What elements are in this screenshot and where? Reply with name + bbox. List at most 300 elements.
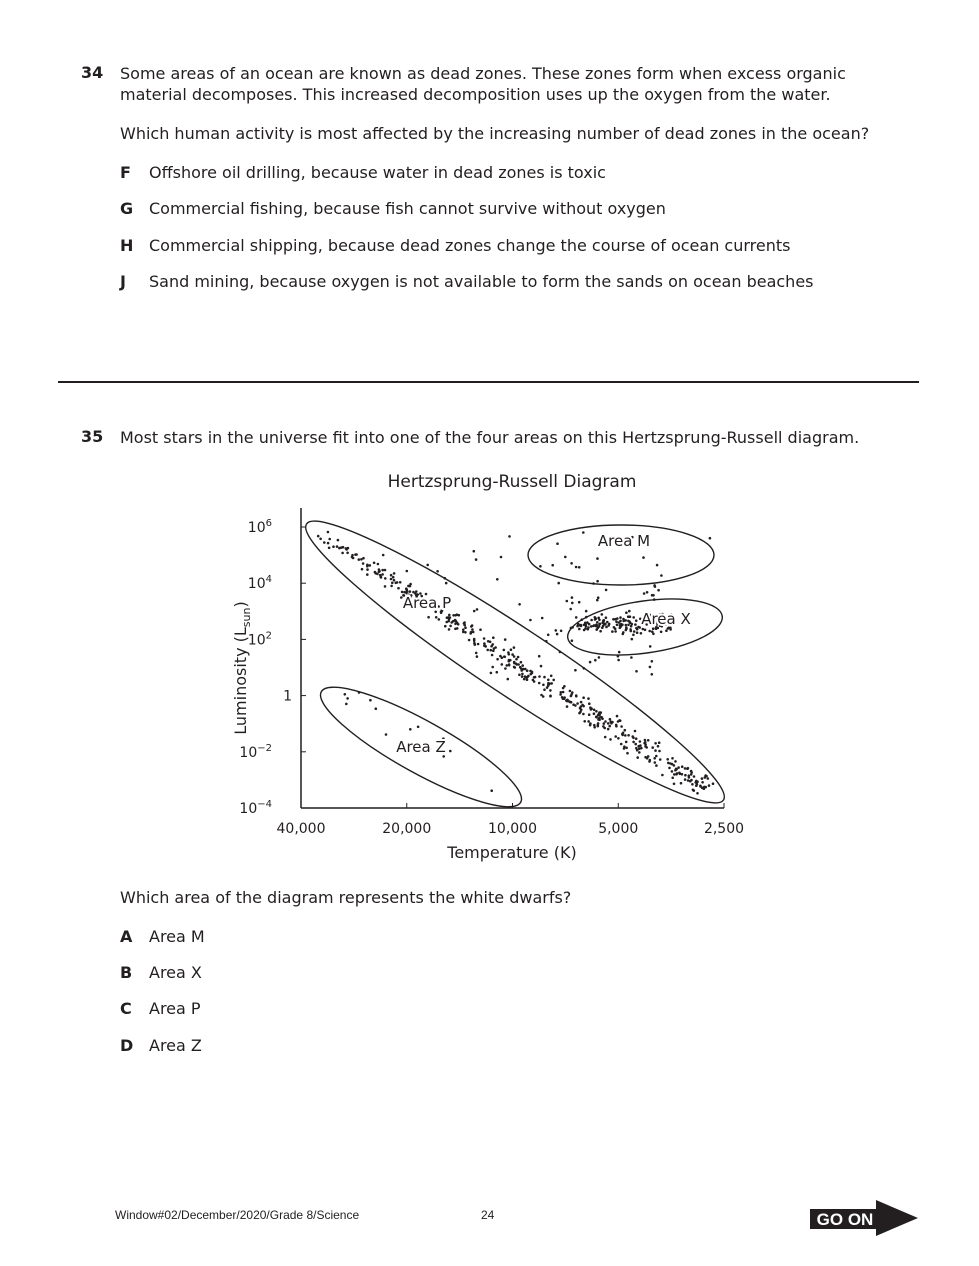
go-on-arrow[interactable] bbox=[808, 1198, 920, 1238]
x-tick-label: 10,000 bbox=[488, 821, 537, 837]
star-point bbox=[571, 602, 574, 605]
star-point bbox=[327, 542, 330, 545]
star-point bbox=[337, 539, 340, 542]
star-point bbox=[496, 658, 499, 661]
star-point bbox=[382, 554, 385, 557]
star-point bbox=[688, 776, 691, 779]
star-point bbox=[563, 697, 566, 700]
star-point bbox=[596, 580, 599, 583]
star-point bbox=[625, 624, 628, 627]
star-point bbox=[673, 783, 676, 786]
star-point bbox=[345, 703, 348, 706]
star-point bbox=[596, 557, 599, 560]
answer-option-a[interactable] bbox=[120, 927, 205, 946]
star-point bbox=[608, 725, 611, 728]
star-point bbox=[483, 642, 486, 645]
star-point bbox=[635, 737, 638, 740]
hr-diagram-chart bbox=[0, 460, 979, 870]
star-point bbox=[666, 758, 669, 761]
star-point bbox=[667, 762, 670, 765]
star-point bbox=[616, 715, 619, 718]
star-point bbox=[557, 582, 560, 585]
star-point bbox=[655, 755, 658, 758]
star-point bbox=[406, 589, 409, 592]
star-point bbox=[617, 659, 620, 662]
star-point bbox=[684, 778, 687, 781]
star-point bbox=[492, 636, 495, 639]
star-point bbox=[476, 655, 479, 658]
star-point bbox=[543, 676, 546, 679]
star-point bbox=[632, 634, 635, 637]
star-point bbox=[578, 566, 581, 569]
option-text: Sand mining, because oxygen is not available to form the sands on ocean beaches bbox=[149, 272, 814, 291]
answer-option-f[interactable] bbox=[120, 163, 606, 182]
option-letter: J bbox=[120, 272, 126, 291]
star-point bbox=[638, 751, 641, 754]
star-point bbox=[636, 756, 639, 759]
star-point bbox=[692, 789, 695, 792]
star-point bbox=[597, 722, 600, 725]
star-point bbox=[633, 630, 636, 633]
star-point bbox=[344, 693, 347, 696]
star-point bbox=[486, 649, 489, 652]
option-text: Area Z bbox=[149, 1036, 202, 1055]
star-point bbox=[521, 664, 524, 667]
star-point bbox=[568, 700, 571, 703]
star-point bbox=[601, 626, 604, 629]
option-text: Offshore oil drilling, because water in dead zones is toxic bbox=[149, 163, 606, 182]
star-point bbox=[671, 757, 674, 760]
star-point bbox=[539, 565, 542, 568]
star-point bbox=[617, 737, 620, 740]
star-point bbox=[648, 630, 651, 633]
star-point bbox=[501, 663, 504, 666]
star-point bbox=[644, 745, 647, 748]
star-point bbox=[449, 750, 452, 753]
star-point bbox=[653, 757, 656, 760]
star-point bbox=[594, 618, 597, 621]
star-point bbox=[624, 729, 627, 732]
star-point bbox=[658, 750, 661, 753]
star-point bbox=[624, 734, 627, 737]
star-point bbox=[661, 774, 664, 777]
star-point bbox=[707, 777, 710, 780]
star-point bbox=[491, 666, 494, 669]
star-point bbox=[374, 572, 377, 575]
star-point bbox=[582, 696, 585, 699]
star-point bbox=[463, 621, 466, 624]
star-point bbox=[449, 616, 452, 619]
star-point bbox=[520, 661, 523, 664]
star-point bbox=[580, 708, 583, 711]
star-point bbox=[610, 722, 613, 725]
star-point bbox=[598, 714, 601, 717]
star-point bbox=[654, 749, 657, 752]
star-point bbox=[555, 629, 558, 632]
star-point bbox=[571, 596, 574, 599]
star-point bbox=[640, 747, 643, 750]
star-point bbox=[352, 557, 355, 560]
star-point bbox=[361, 568, 364, 571]
star-point bbox=[601, 717, 604, 720]
star-point bbox=[604, 736, 607, 739]
star-point bbox=[618, 719, 621, 722]
x-tick-label: 5,000 bbox=[598, 821, 639, 837]
star-point bbox=[504, 667, 507, 670]
star-point bbox=[635, 619, 638, 622]
star-point bbox=[690, 770, 693, 773]
star-point bbox=[618, 651, 621, 654]
star-point bbox=[687, 767, 690, 770]
star-point bbox=[607, 624, 610, 627]
star-point bbox=[625, 741, 628, 744]
star-point bbox=[570, 562, 573, 565]
star-point bbox=[412, 591, 415, 594]
star-point bbox=[358, 558, 361, 561]
star-point bbox=[630, 630, 633, 633]
star-point bbox=[658, 741, 661, 744]
star-point bbox=[475, 652, 478, 655]
star-point bbox=[479, 628, 482, 631]
star-point bbox=[472, 631, 475, 634]
star-point bbox=[593, 712, 596, 715]
star-point bbox=[346, 552, 349, 555]
star-point bbox=[527, 675, 530, 678]
x-tick-label: 20,000 bbox=[382, 821, 432, 837]
star-point bbox=[336, 545, 339, 548]
star-point bbox=[626, 752, 629, 755]
star-point bbox=[605, 616, 608, 619]
star-point bbox=[684, 767, 687, 770]
star-point bbox=[523, 678, 526, 681]
star-point bbox=[515, 658, 518, 661]
star-point bbox=[687, 779, 690, 782]
star-point bbox=[584, 622, 587, 625]
star-point bbox=[549, 695, 552, 698]
star-point bbox=[601, 613, 604, 616]
star-point bbox=[468, 639, 471, 642]
star-point bbox=[454, 628, 457, 631]
star-point bbox=[477, 643, 480, 646]
star-point bbox=[622, 618, 625, 621]
star-point bbox=[601, 622, 604, 625]
y-axis-label bbox=[231, 601, 253, 734]
answer-option-h[interactable] bbox=[120, 236, 790, 255]
star-point bbox=[701, 781, 704, 784]
star-point bbox=[551, 564, 554, 567]
star-point bbox=[607, 722, 610, 725]
go-on-label: GO ON bbox=[816, 1210, 874, 1229]
star-point bbox=[514, 666, 517, 669]
star-point bbox=[556, 542, 559, 545]
answer-option-b[interactable] bbox=[120, 963, 202, 982]
star-point bbox=[563, 685, 566, 688]
option-text: Area M bbox=[149, 927, 205, 946]
star-point bbox=[590, 619, 593, 622]
star-point bbox=[529, 619, 532, 622]
star-point bbox=[341, 552, 344, 555]
star-point bbox=[490, 672, 493, 675]
star-point bbox=[462, 628, 465, 631]
star-point bbox=[690, 779, 693, 782]
star-point bbox=[696, 792, 699, 795]
star-point bbox=[654, 585, 657, 588]
section-divider bbox=[58, 381, 919, 383]
star-point bbox=[704, 774, 707, 777]
star-point bbox=[530, 673, 533, 676]
star-point bbox=[517, 656, 520, 659]
answer-option-g[interactable] bbox=[120, 199, 666, 218]
star-point bbox=[628, 610, 631, 613]
star-point bbox=[552, 679, 555, 682]
y-axis-label-sub: sun bbox=[240, 607, 253, 628]
y-tick-label: $10^{-2}$ bbox=[239, 742, 272, 761]
star-point bbox=[385, 733, 388, 736]
star-point bbox=[366, 565, 369, 568]
question-35-prompt: Which area of the diagram represents the white dwarfs? bbox=[120, 888, 572, 907]
star-point bbox=[506, 664, 509, 667]
star-point bbox=[522, 668, 525, 671]
question-35-stem: Most stars in the universe fit into one of the four areas on this Hertzsprung-Russell diagram. bbox=[120, 428, 860, 447]
star-point bbox=[636, 628, 639, 631]
star-point bbox=[621, 733, 624, 736]
star-point bbox=[566, 600, 569, 603]
star-point bbox=[590, 708, 593, 711]
star-point bbox=[674, 769, 677, 772]
chart-axes bbox=[301, 508, 724, 808]
star-point bbox=[589, 661, 592, 664]
star-point bbox=[578, 628, 581, 631]
star-point bbox=[619, 627, 622, 630]
star-point bbox=[655, 764, 658, 767]
star-point bbox=[578, 601, 581, 604]
star-point bbox=[646, 591, 649, 594]
star-point bbox=[635, 747, 638, 750]
star-point bbox=[587, 720, 590, 723]
star-point bbox=[513, 646, 516, 649]
star-point bbox=[636, 631, 639, 634]
y-tick-exponent: 6 bbox=[265, 518, 272, 529]
star-point bbox=[449, 625, 452, 628]
star-point bbox=[587, 697, 590, 700]
star-point bbox=[593, 709, 596, 712]
star-point bbox=[526, 678, 529, 681]
star-point bbox=[582, 713, 585, 716]
region-label: Area X bbox=[641, 610, 691, 628]
arrow-icon bbox=[876, 1200, 918, 1236]
star-point bbox=[547, 634, 550, 637]
star-point bbox=[445, 582, 448, 585]
star-point bbox=[575, 695, 578, 698]
star-point bbox=[643, 592, 646, 595]
star-point bbox=[384, 577, 387, 580]
star-point bbox=[510, 648, 513, 651]
y-axis-label-main: Luminosity (L bbox=[231, 627, 250, 735]
star-point bbox=[572, 703, 575, 706]
star-point bbox=[518, 674, 521, 677]
star-point bbox=[613, 626, 616, 629]
question-34-stem-line1: Some areas of an ocean are known as dead zones. These zones form when excess organic bbox=[120, 64, 846, 83]
star-point bbox=[392, 576, 395, 579]
star-point bbox=[436, 570, 439, 573]
answer-option-j[interactable] bbox=[120, 272, 814, 291]
star-point bbox=[332, 545, 335, 548]
star-point bbox=[677, 766, 680, 769]
star-point bbox=[657, 745, 660, 748]
star-point bbox=[474, 643, 477, 646]
option-letter: C bbox=[120, 999, 132, 1018]
question-34-prompt: Which human activity is most affected by the increasing number of dead zones in the ocean? bbox=[120, 124, 870, 143]
star-point bbox=[578, 712, 581, 715]
star-point bbox=[519, 666, 522, 669]
star-point bbox=[547, 684, 550, 687]
star-point bbox=[649, 666, 652, 669]
star-point bbox=[406, 570, 409, 573]
star-point bbox=[605, 626, 608, 629]
star-point bbox=[596, 621, 599, 624]
star-point bbox=[473, 550, 476, 553]
star-point bbox=[652, 633, 655, 636]
answer-option-c[interactable] bbox=[120, 999, 201, 1018]
star-point bbox=[393, 572, 396, 575]
star-point bbox=[654, 742, 657, 745]
star-point bbox=[508, 660, 511, 663]
star-point bbox=[609, 718, 612, 721]
star-point bbox=[533, 680, 536, 683]
star-point bbox=[582, 705, 585, 708]
y-tick-label: $10^6$ bbox=[247, 518, 272, 536]
star-point bbox=[574, 669, 577, 672]
star-point bbox=[684, 774, 687, 777]
option-text: Area X bbox=[149, 963, 202, 982]
star-point bbox=[647, 739, 650, 742]
question-34-stem-line2: material decomposes. This increased decomposition uses up the oxygen from the water. bbox=[120, 85, 831, 104]
star-point bbox=[521, 673, 524, 676]
star-point bbox=[615, 725, 618, 728]
option-letter: D bbox=[120, 1036, 134, 1055]
answer-option-d[interactable] bbox=[120, 1036, 202, 1055]
star-point bbox=[384, 569, 387, 572]
star-point bbox=[602, 725, 605, 728]
star-point bbox=[640, 632, 643, 635]
star-point bbox=[473, 638, 476, 641]
star-point bbox=[511, 653, 514, 656]
footer-test-code: Window#02/December/2020/Grade 8/Science bbox=[115, 1208, 360, 1222]
star-point bbox=[503, 655, 506, 658]
star-point bbox=[597, 596, 600, 599]
star-point bbox=[602, 619, 605, 622]
star-point bbox=[588, 702, 591, 705]
star-point bbox=[668, 767, 671, 770]
star-point bbox=[651, 660, 654, 663]
star-point bbox=[644, 629, 647, 632]
chart-title: Hertzsprung-Russell Diagram bbox=[387, 472, 637, 492]
star-point bbox=[627, 734, 630, 737]
star-point bbox=[635, 670, 638, 673]
star-point bbox=[381, 569, 384, 572]
y-tick-exponent: 2 bbox=[265, 630, 272, 642]
star-point bbox=[627, 620, 630, 623]
star-point bbox=[587, 628, 590, 631]
star-point bbox=[562, 691, 565, 694]
star-point bbox=[319, 538, 322, 541]
star-point bbox=[534, 676, 537, 679]
star-point bbox=[693, 775, 696, 778]
star-point bbox=[597, 617, 600, 620]
star-point bbox=[585, 610, 588, 613]
star-point bbox=[456, 613, 459, 616]
y-tick-label: $10^2$ bbox=[247, 630, 272, 649]
star-point bbox=[446, 616, 449, 619]
star-point bbox=[560, 630, 563, 633]
star-point bbox=[660, 574, 663, 577]
star-point bbox=[373, 562, 376, 565]
region-label: Area Z bbox=[396, 738, 446, 756]
option-letter: F bbox=[120, 163, 131, 182]
star-point bbox=[496, 671, 499, 674]
star-point bbox=[609, 738, 612, 741]
star-point bbox=[489, 641, 492, 644]
star-point bbox=[604, 720, 607, 723]
star-point bbox=[491, 654, 494, 657]
x-tick-label: 2,500 bbox=[703, 821, 745, 837]
question-34-number: 34 bbox=[81, 63, 104, 82]
star-point bbox=[550, 682, 553, 685]
star-point bbox=[632, 741, 635, 744]
star-point bbox=[503, 649, 506, 652]
star-point bbox=[704, 786, 707, 789]
star-point bbox=[362, 557, 365, 560]
star-point bbox=[391, 582, 394, 585]
star-point bbox=[500, 556, 503, 559]
y-tick-exponent: 4 bbox=[265, 574, 272, 586]
star-point bbox=[438, 618, 441, 621]
option-text: Commercial shipping, because dead zones change the course of ocean currents bbox=[149, 236, 791, 255]
star-point bbox=[708, 784, 711, 787]
star-point bbox=[597, 725, 600, 728]
star-point bbox=[631, 638, 634, 641]
star-point bbox=[390, 574, 393, 577]
star-point bbox=[599, 630, 602, 633]
star-point bbox=[543, 688, 546, 691]
star-point bbox=[549, 689, 552, 692]
star-point bbox=[588, 713, 591, 716]
star-point bbox=[642, 556, 645, 559]
star-point bbox=[427, 616, 430, 619]
star-point bbox=[605, 589, 608, 592]
star-point bbox=[542, 695, 545, 698]
star-point bbox=[660, 631, 663, 634]
star-point bbox=[340, 546, 343, 549]
star-point bbox=[380, 576, 383, 579]
x-tick-label: 40,000 bbox=[276, 821, 326, 837]
star-point bbox=[507, 678, 510, 681]
star-point bbox=[596, 624, 599, 627]
star-point bbox=[556, 633, 559, 636]
star-point bbox=[639, 740, 642, 743]
star-point bbox=[469, 632, 472, 635]
y-tick-label: $10^{-4}$ bbox=[239, 799, 272, 817]
star-point bbox=[464, 626, 467, 629]
star-point bbox=[623, 745, 626, 748]
star-point bbox=[671, 770, 674, 773]
star-point bbox=[345, 548, 348, 551]
star-point bbox=[606, 621, 609, 624]
star-point bbox=[699, 785, 702, 788]
x-axis-label: Temperature (K) bbox=[447, 843, 577, 862]
star-point bbox=[679, 773, 682, 776]
star-point bbox=[483, 637, 486, 640]
